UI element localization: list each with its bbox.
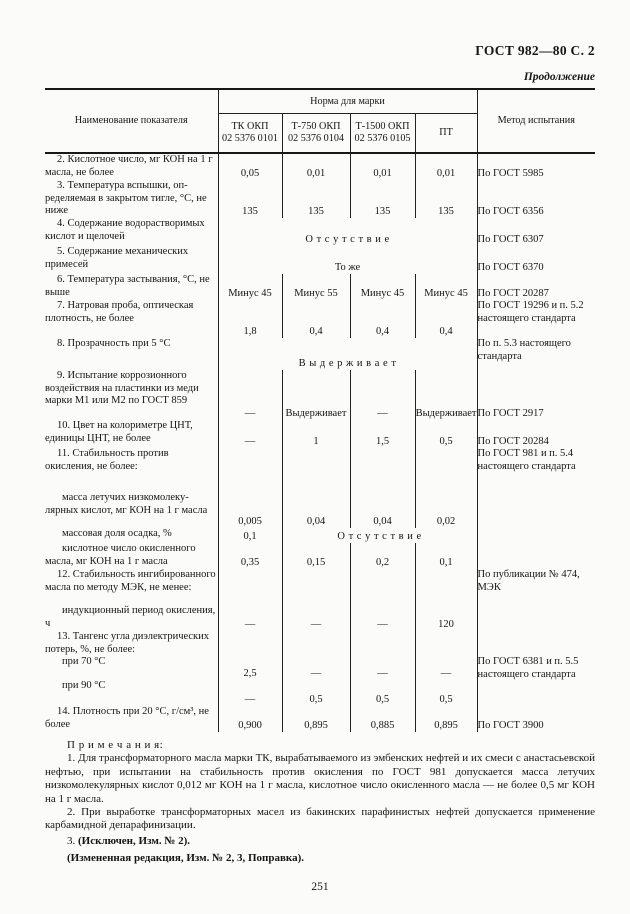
row-value: Выдерживает (415, 370, 477, 420)
row-value: 2,5 (218, 656, 282, 680)
table-row (45, 274, 595, 300)
col-header-mark-tk (218, 114, 282, 154)
row-value: Минус 45 (415, 274, 477, 300)
table-row (45, 420, 595, 448)
table-row (45, 543, 595, 569)
table-row (45, 528, 595, 543)
row-value: — (415, 656, 477, 680)
row-value: 0,4 (350, 300, 415, 338)
row-method: По ГОСТ 6356 (477, 205, 544, 217)
row-method (477, 631, 595, 656)
row-value: — (218, 420, 282, 448)
row-value: 1,8 (218, 300, 282, 338)
spec-table (45, 88, 595, 732)
row-value: — (282, 605, 350, 631)
row-method (477, 543, 595, 569)
row-span-value: О т с у т с т в и е (218, 218, 477, 246)
row-value: 0,005 (218, 492, 282, 528)
row-value: 0,04 (282, 492, 350, 528)
table-row (45, 153, 595, 180)
row-value: Минус 45 (218, 274, 282, 300)
table-row (45, 448, 595, 492)
row-method: По публикации № 474, МЭК (477, 569, 580, 593)
row-method: По п. 5.3 настоящего стандарта (477, 338, 571, 362)
row-method: По ГОСТ 981 и п. 5.4 настоящего стандарта (477, 448, 576, 472)
row-value: — (218, 370, 282, 420)
table-row (45, 338, 595, 370)
row-method: По ГОСТ 5985 (477, 167, 544, 179)
note-3 (45, 835, 595, 848)
row-value (218, 569, 282, 605)
row-value: 0,895 (415, 706, 477, 732)
page-header: ГОСТ 982—80 С. 2 (475, 43, 595, 58)
row-value (350, 569, 415, 605)
row-value: — (350, 656, 415, 680)
row-value: 0,5 (415, 680, 477, 706)
row-method (477, 605, 595, 631)
row-value (218, 631, 282, 656)
row-value: 0,4 (415, 300, 477, 338)
row-value: 0,04 (350, 492, 415, 528)
table-row (45, 656, 595, 680)
table-row (45, 569, 595, 605)
col-header-mark-pt (415, 114, 477, 154)
row-value: 0,5 (415, 420, 477, 448)
row-value (415, 631, 477, 656)
table-row (45, 370, 595, 420)
row-name: при 90 °С (45, 680, 218, 706)
row-value: 0,5 (350, 680, 415, 706)
row-value: 0,895 (282, 706, 350, 732)
row-value: 135 (218, 180, 282, 218)
row-value: 0,01 (350, 153, 415, 180)
table-row (45, 492, 595, 528)
row-name: 13. Тангенс угла диэлектрических потерь, %, не более: (45, 631, 218, 656)
row-value: 0,01 (282, 153, 350, 180)
table-row (45, 706, 595, 732)
row-value: 0,15 (282, 543, 350, 569)
row-value: 135 (415, 180, 477, 218)
row-value (282, 631, 350, 656)
table-row (45, 631, 595, 656)
row-value: 0,02 (415, 492, 477, 528)
mark-code: 02 5376 0105 (354, 133, 411, 144)
col-header-method: Метод испытания (477, 89, 595, 153)
header-row-1 (45, 89, 595, 114)
row-value: 1,5 (350, 420, 415, 448)
row-method: По ГОСТ 2917 (477, 407, 544, 419)
row-value (415, 569, 477, 605)
row-value: 0,1 (218, 528, 282, 543)
row-value (350, 631, 415, 656)
row-value: 0,900 (218, 706, 282, 732)
row-name: 4. Содержание водорастворимых кислот и щелочей (45, 218, 218, 246)
row-name: 8. Прозрачность при 5 °С (45, 338, 218, 370)
mark-name: ТК ОКП (231, 121, 269, 132)
col-header-mark-t750 (282, 114, 350, 154)
row-span-value: В ы д е р ж и в а е т (218, 338, 477, 370)
row-name: 5. Содержание механических примесей (45, 246, 218, 274)
row-value: 0,01 (415, 153, 477, 180)
col-header-name: Наименование показателя (45, 89, 218, 153)
row-value: 0,885 (350, 706, 415, 732)
table-row (45, 218, 595, 246)
table-row (45, 605, 595, 631)
note-3-number: 3. (67, 834, 76, 847)
row-name: кислотное число окисленного масла, мг КОН на 1 г масла (45, 543, 218, 569)
row-name: 6. Температура застывания, °С, не выше (45, 274, 218, 300)
row-name: при 70 °С (45, 656, 218, 680)
row-value (282, 569, 350, 605)
row-value: Выдерживает (282, 370, 350, 420)
mark-name: ПТ (439, 127, 453, 138)
row-value (282, 448, 350, 492)
row-name: 11. Стабильность против окисления, не более: (45, 448, 218, 492)
row-method: По ГОСТ 6370 (477, 261, 544, 273)
table-row (45, 180, 595, 218)
row-name: массовая доля осадка, % (45, 528, 218, 543)
note-paragraph: 1. Для трансформаторного масла марки ТК, вырабатываемого из эмбенских нефтей и их смеси с анастасьевской нефтью, при испытании на стабильность против окисления по ГОСТ 981 допускается масса летучих низкомолекулярных кислот 0,012 мг КОН на 1 г масла, кислотное число окисленного масла — не более 0,5 мг КОН на 1 г масла. (45, 752, 595, 805)
row-name: 2. Кислотное число, мг КОН на 1 г масла, не более (45, 153, 218, 180)
row-name: 12. Стабильность ингибированного масла по методу МЭК, не менее: (45, 569, 218, 605)
row-name: 14. Плотность при 20 °С, г/см³, не более (45, 706, 218, 732)
row-name: индукционный период окисления, ч (45, 605, 218, 631)
col-header-mark-t1500 (350, 114, 415, 154)
row-value: 1 (282, 420, 350, 448)
row-method: По ГОСТ 6307 (477, 233, 544, 245)
row-value: 0,5 (282, 680, 350, 706)
row-method (477, 528, 595, 543)
mark-name: Т-1500 ОКП (355, 121, 410, 132)
row-method (477, 492, 595, 528)
row-value: — (218, 680, 282, 706)
row-value: — (350, 605, 415, 631)
row-method: По ГОСТ 20287 (477, 287, 549, 299)
continuation-label: Продолжение (523, 71, 595, 83)
row-span-value: О т с у т с т в и е (282, 528, 477, 543)
row-name: 3. Температура вспышки, определяемая в закрытом тигле, °С, не ниже (45, 180, 218, 218)
row-value: — (282, 656, 350, 680)
row-method: По ГОСТ 6381 и п. 5.5 настоящего стандарта (477, 656, 579, 680)
page-number: 251 (311, 880, 329, 893)
row-value: 0,4 (282, 300, 350, 338)
row-method: По ГОСТ 3900 (477, 719, 544, 731)
notes-section (45, 739, 595, 866)
row-value: 0,35 (218, 543, 282, 569)
row-value: — (350, 370, 415, 420)
row-value: 0,05 (218, 153, 282, 180)
note-3-text: (Исключен, Изм. № 2). (78, 834, 191, 847)
notes-title: П р и м е ч а н и я: (67, 739, 164, 751)
mark-code: 02 5376 0101 (221, 133, 279, 144)
row-value: Минус 55 (282, 274, 350, 300)
row-value (350, 448, 415, 492)
amendment-line: (Измененная редакция, Изм. № 2, 3, Поправка). (67, 852, 304, 865)
row-value: 135 (282, 180, 350, 218)
col-header-norma: Норма для марки (218, 89, 477, 114)
mark-code: 02 5376 0104 (287, 133, 345, 144)
row-name: 9. Испытание коррозионного воздействия на пластинки из меди марки М1 или М2 по ГОСТ 859 (45, 370, 218, 420)
row-value: 0,1 (415, 543, 477, 569)
mark-name: Т-750 ОКП (291, 121, 341, 132)
row-value: 120 (415, 605, 477, 631)
row-name: масса летучих низкомолекулярных кислот, мг КОН на 1 г масла (45, 492, 218, 528)
row-method: По ГОСТ 19296 и п. 5.2 настоящего стандарта (477, 300, 584, 324)
row-span-value: То же (218, 246, 477, 274)
note-paragraph: 2. При выработке трансформаторных масел из бакинских парафинистых нефтей допускается применение карбамидной депарафинизации. (45, 806, 595, 832)
row-name: 10. Цвет на колориметре ЦНТ, единицы ЦНТ, не более (45, 420, 218, 448)
table-row (45, 300, 595, 338)
row-value: 0,2 (350, 543, 415, 569)
row-value: — (218, 605, 282, 631)
row-value: Минус 45 (350, 274, 415, 300)
table-row (45, 246, 595, 274)
row-value (218, 448, 282, 492)
row-name: 7. Натровая проба, оптическая плотность, не более (45, 300, 218, 338)
row-value (415, 448, 477, 492)
row-method: По ГОСТ 20284 (477, 435, 549, 447)
row-value: 135 (350, 180, 415, 218)
